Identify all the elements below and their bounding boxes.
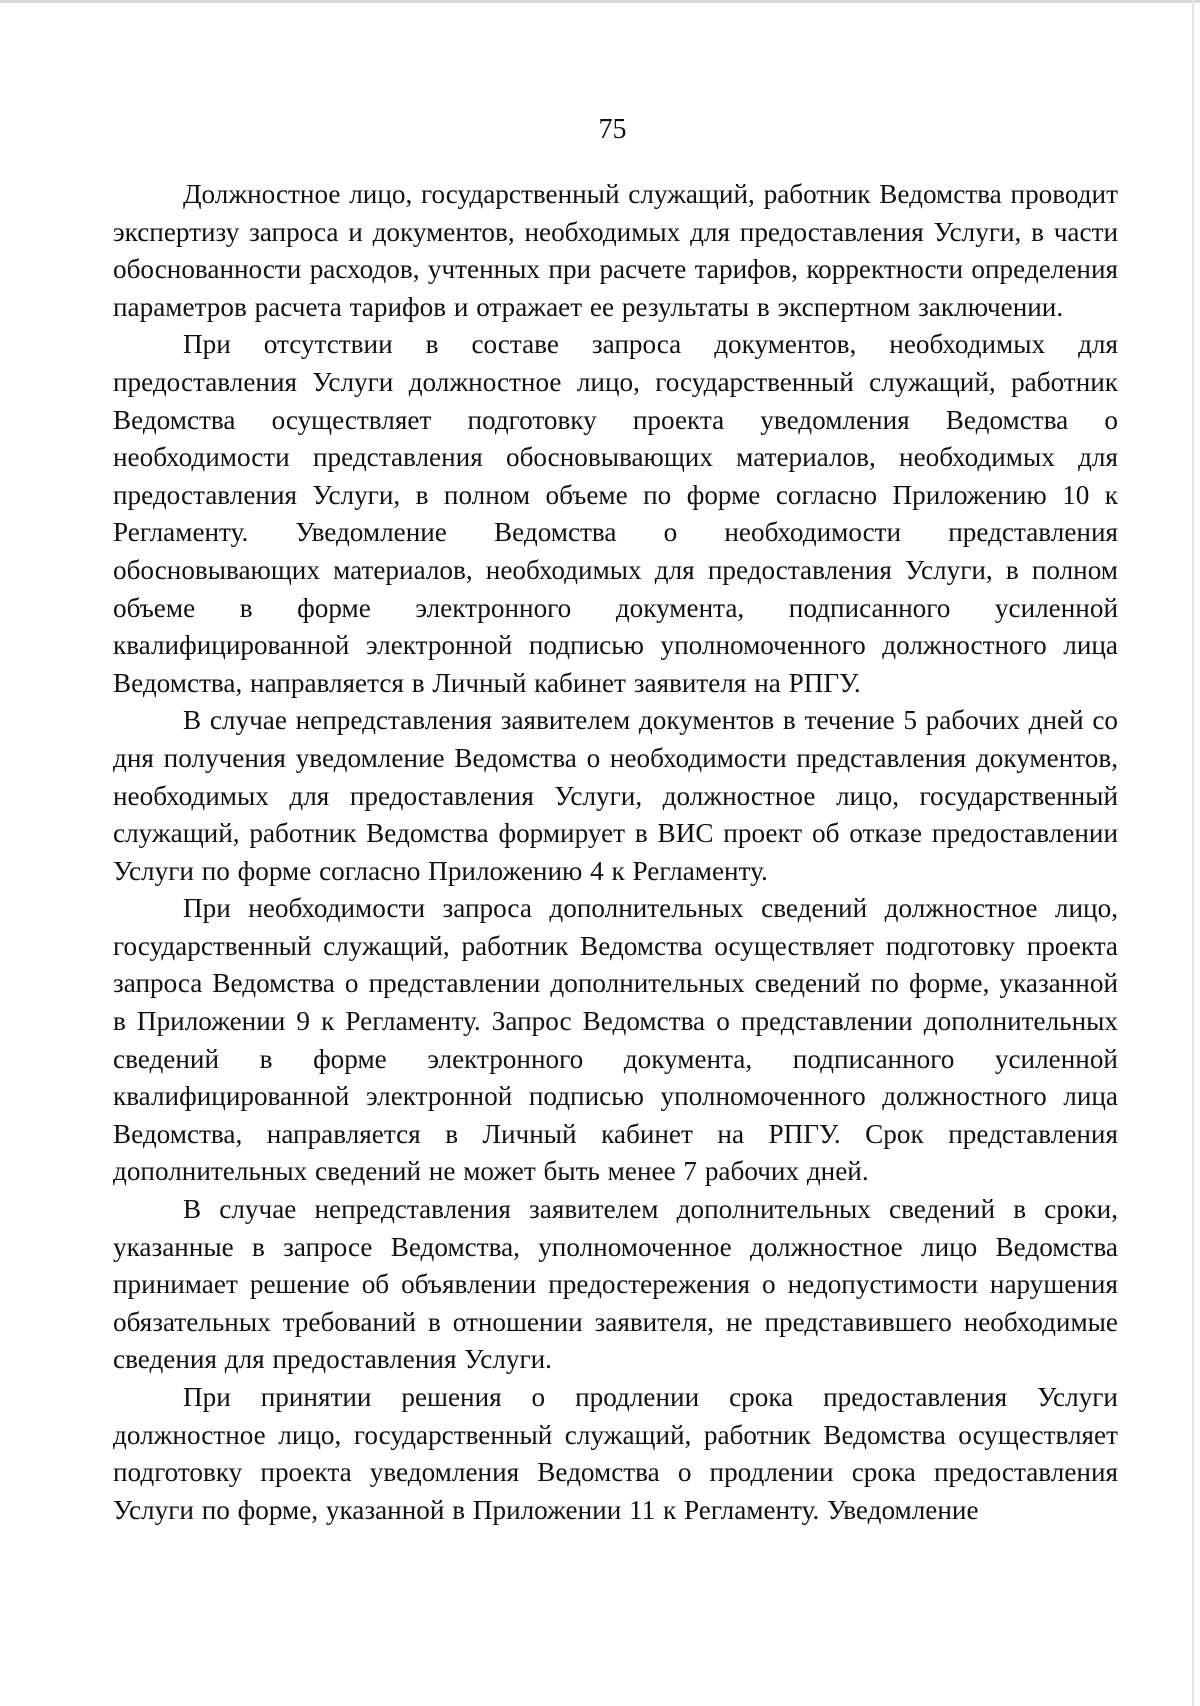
paragraph-extension-decision: При принятии решения о продлении срока предоставления Услуги должностное лицо, государственный служащий, работник Ведомства осуществляет подготовку проекта уведомления Ведомства о продлении срока предоставления Услуги по форме, указанной в Приложении 11 к Регламенту. Уведомление bbox=[113, 1382, 1118, 1525]
paragraph-missing-documents: При отсутствии в составе запроса документов, необходимых для предоставления Услуги должностное лицо, государственный служащий, работник Ведомства осуществляет подготовку проекта уведомления Ведомства о необходимости представления обосновывающих материалов, необходимых для предоставления Услуги, в полном объеме по форме согласно Приложению 10 к Регламенту. Уведомление Ведомства о необходимости представления обосновывающих материалов, необходимых для предоставления Услуги, в полном объеме в форме электронного документа, подписанного усиленной квалифицированной электронной подписью уполномоченного должностного лица Ведомства, направляется в Личный кабинет заявителя на РПГУ. bbox=[113, 329, 1118, 698]
document-body bbox=[113, 176, 1118, 1529]
scan-edge-top bbox=[0, 0, 1200, 3]
paragraph-non-submission-documents: В случае непредставления заявителем документов в течение 5 рабочих дней со дня получения уведомление Ведомства о необходимости представления документов, необходимых для предоставления Услуги, должностное лицо, государственный служащий, работник Ведомства формирует в ВИС проект об отказе предоставлении Услуги по форме согласно Приложению 4 к Регламенту. bbox=[113, 705, 1118, 886]
scan-edge-right bbox=[1192, 0, 1194, 1706]
page-number: 75 bbox=[598, 114, 627, 145]
paragraph-expertise: Должностное лицо, государственный служащий, работник Ведомства проводит экспертизу запроса и документов, необходимых для предоставления Услуги, в части обоснованности расходов, учтенных при расчете тарифов, корректности определения параметров расчета тарифов и отражает ее результаты в экспертном заключении. bbox=[113, 179, 1118, 322]
paragraph-additional-info-request: При необходимости запроса дополнительных сведений должностное лицо, государственный служащий, работник Ведомства осуществляет подготовку проекта запроса Ведомства о представлении дополнительных сведений по форме, указанной в Приложении 9 к Регламенту. Запрос Ведомства о представлении дополнительных сведений в форме электронного документа, подписанного усиленной квалифицированной электронной подписью уполномоченного должностного лица Ведомства, направляется в Личный кабинет на РПГУ. Срок представления дополнительных сведений не может быть менее 7 рабочих дней. bbox=[113, 893, 1118, 1187]
paragraph-non-submission-info: В случае непредставления заявителем дополнительных сведений в сроки, указанные в запросе Ведомства, уполномоченное должностное лицо Ведомства принимает решение об объявлении предостережения о недопустимости нарушения обязательных требований в отношении заявителя, не представившего необходимые сведения для предоставления Услуги. bbox=[113, 1194, 1118, 1375]
